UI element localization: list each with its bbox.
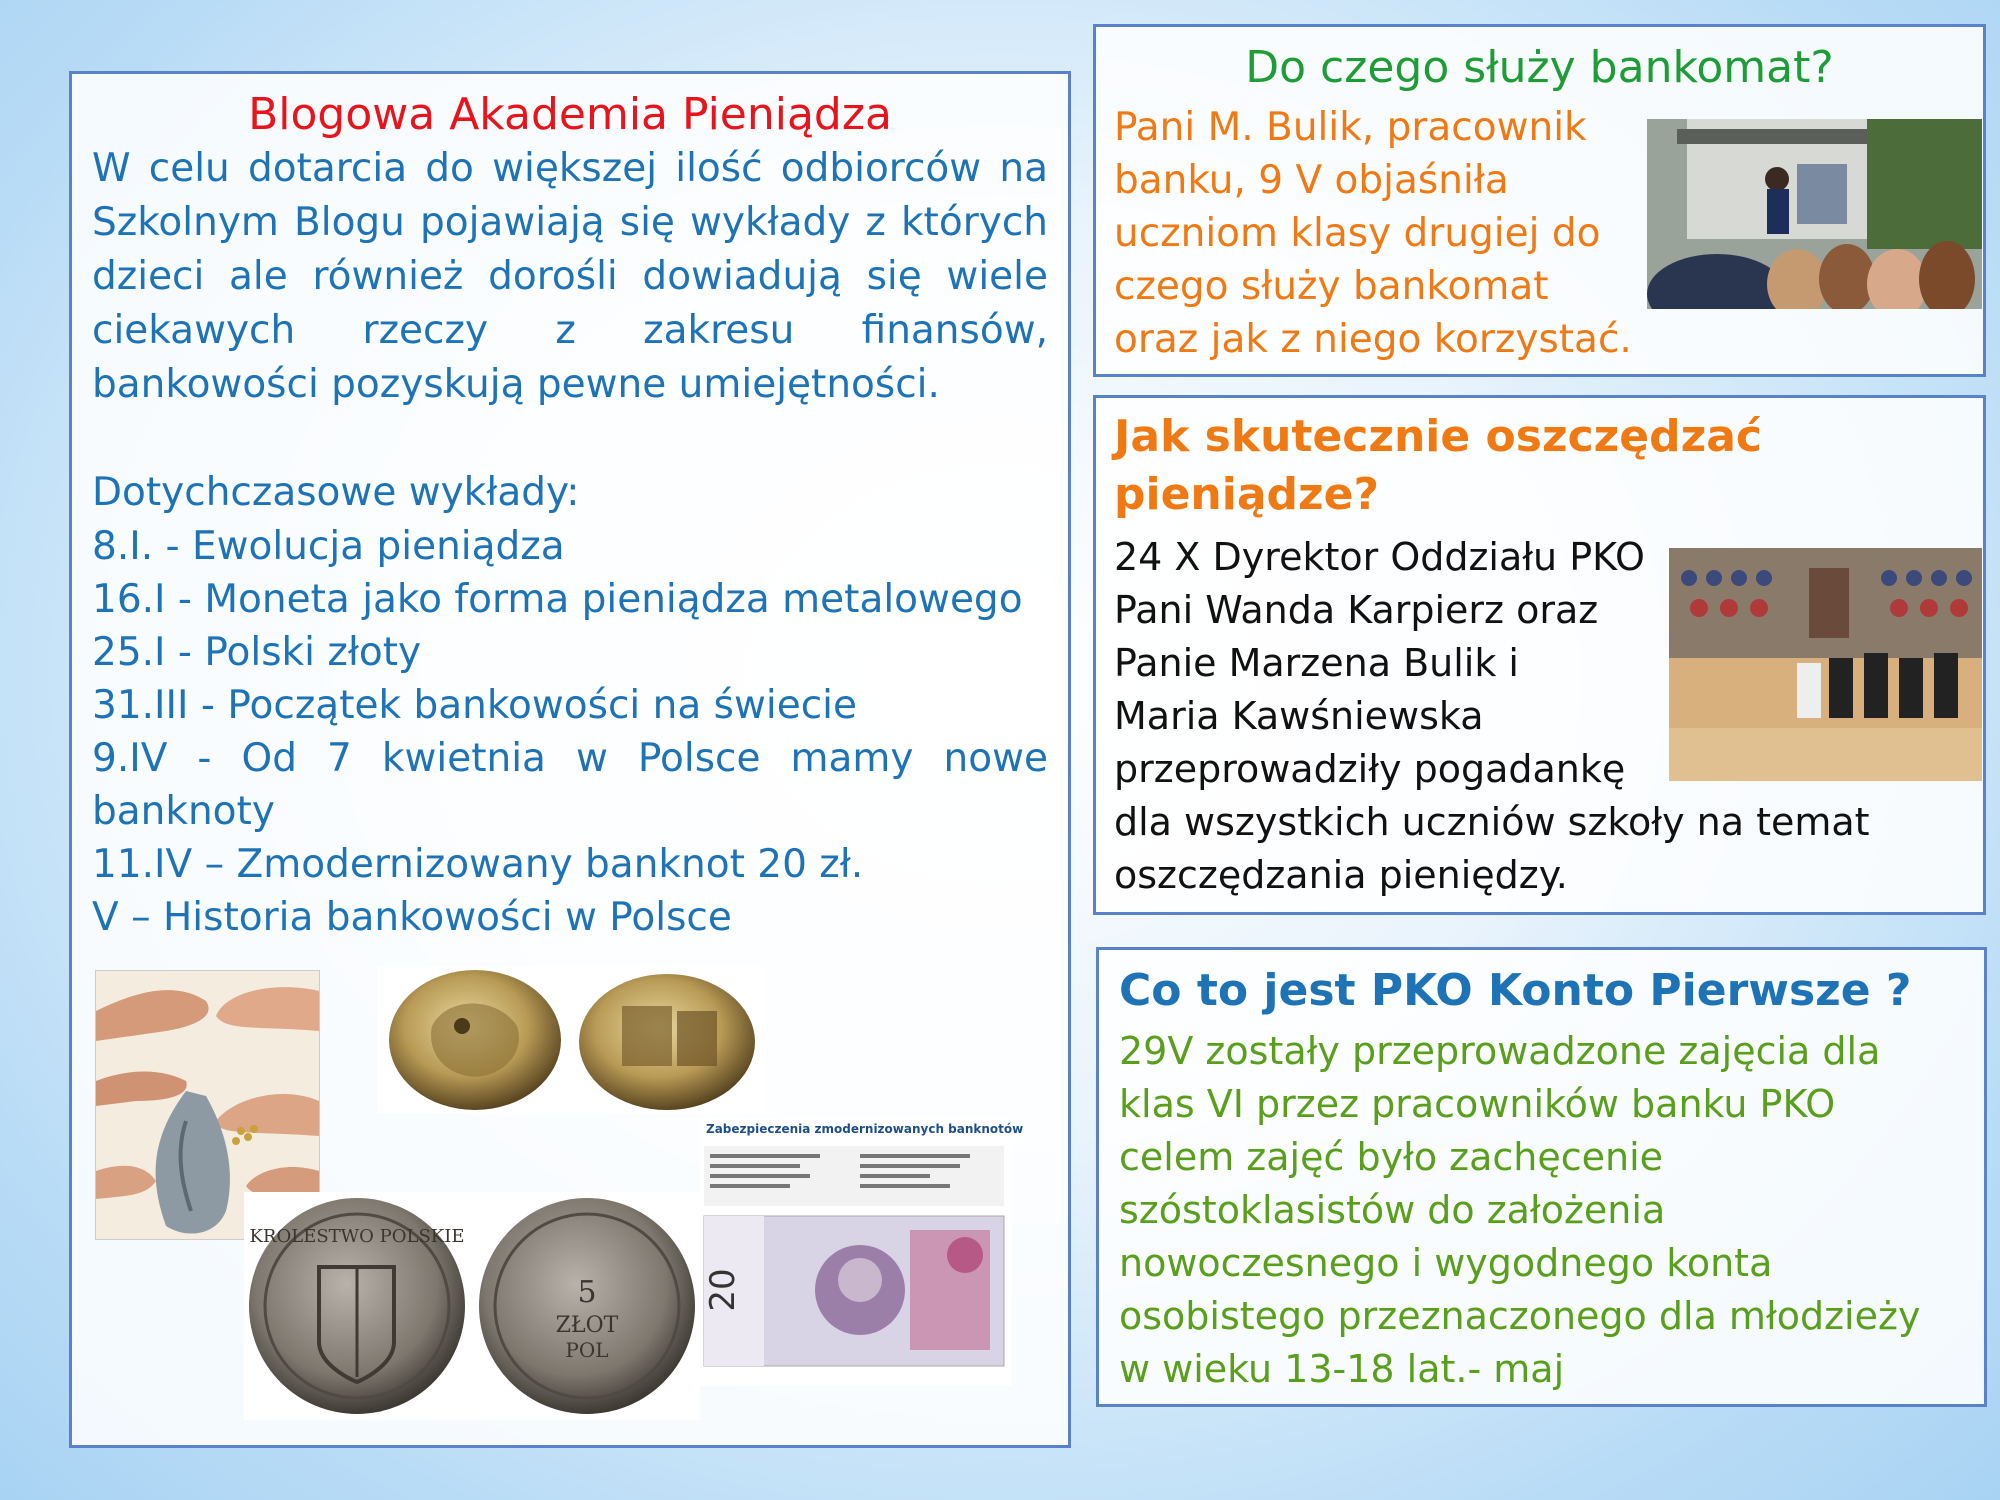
lecture-item: 31.III - Początek bankowości na świecie — [92, 683, 857, 728]
atm-line: Pani M. Bulik, pracownik — [1114, 105, 1587, 150]
pko-line: osobistego przeznaczonego dla młodzieży — [1119, 1294, 1921, 1338]
pko-title: Co to jest PKO Konto Pierwsze ? — [1119, 965, 1912, 1016]
lecture-item: 11.IV – Zmodernizowany banknot 20 zł. — [92, 842, 864, 887]
pko-line: celem zajęć było zachęcenie — [1119, 1135, 1664, 1179]
savings-line: Panie Marzena Bulik i — [1114, 641, 1519, 685]
coin-pol: POL — [565, 1338, 609, 1362]
pko-line: w wieku 13-18 lat.- maj — [1119, 1347, 1565, 1391]
savings-line: dla wszystkich uczniów szkoły na temat — [1114, 800, 1870, 844]
atm-line: banku, 9 V objaśniła — [1114, 158, 1509, 203]
atm-title: Do czego służy bankomat? — [1245, 42, 1834, 93]
lecture-item: 25.I - Polski złoty — [92, 630, 422, 675]
coin-inscription: KROLESTWO POLSKIE — [249, 1226, 465, 1247]
pko-line: szóstoklasistów do założenia — [1119, 1188, 1666, 1232]
savings-line: 24 X Dyrektor Oddziału PKO — [1114, 535, 1645, 579]
atm-line: czego służy bankomat — [1114, 264, 1549, 309]
lecture-item: 9.IV - Od 7 kwietnia w Polsce mamy nowe — [92, 736, 1048, 781]
banknote-value: 20 — [703, 1268, 743, 1312]
assembly-photo — [1669, 548, 1982, 781]
lecture-item: 8.I. - Ewolucja pieniądza — [92, 524, 565, 569]
polish-coins-image — [244, 1192, 700, 1420]
akademia-title: Blogowa Akademia Pieniądza — [248, 89, 892, 140]
savings-line: Pani Wanda Karpierz oraz — [1114, 588, 1599, 632]
pko-line: klas VI przez pracowników banku PKO — [1119, 1082, 1836, 1126]
pko-panel — [1096, 947, 1987, 1407]
coin-value: 5 — [577, 1275, 597, 1310]
savings-title: Jak skutecznie oszczędzać pieniądze? — [1114, 411, 1762, 520]
akademia-intro: W celu dotarcia do większej ilość odbiorców na Szkolnym Blogu pojawiają się wykłady z których dzieci ale również dorośli dowiadują się wiele ciekawych rzeczy z zakresu finansów, bankowości pozyskują pewne umiejętności. — [92, 146, 1048, 407]
banknote-caption: Zabezpieczenia zmodernizowanych banknotów — [706, 1122, 1024, 1136]
lecture-item: 16.I - Moneta jako forma pieniądza metalowego — [92, 577, 1023, 622]
atm-text — [1114, 101, 1674, 366]
lectures-list — [92, 520, 1048, 944]
lectures-heading: Dotychczasowe wykłady: — [92, 470, 580, 515]
lecture-item: V – Historia bankowości w Polsce — [92, 895, 732, 940]
pko-text — [1119, 1025, 1969, 1396]
lecture-item: banknoty — [92, 789, 275, 834]
atm-line: uczniom klasy drugiej do — [1114, 211, 1601, 256]
banknote-security-image — [700, 1118, 1024, 1386]
pko-line: nowoczesnego i wygodnego konta — [1119, 1241, 1773, 1285]
savings-line: oszczędzania pieniędzy. — [1114, 853, 1568, 897]
coin-unit: ZŁOT — [555, 1313, 619, 1338]
atm-photo — [1647, 119, 1982, 309]
savings-line: Maria Kawśniewska — [1114, 694, 1484, 738]
savings-line: przeprowadziły pogadankę — [1114, 747, 1626, 791]
atm-line: oraz jak z niego korzystać. — [1114, 317, 1632, 362]
ancient-coins-image — [377, 966, 765, 1114]
pko-line: 29V zostały przeprowadzone zajęcia dla — [1119, 1029, 1881, 1073]
